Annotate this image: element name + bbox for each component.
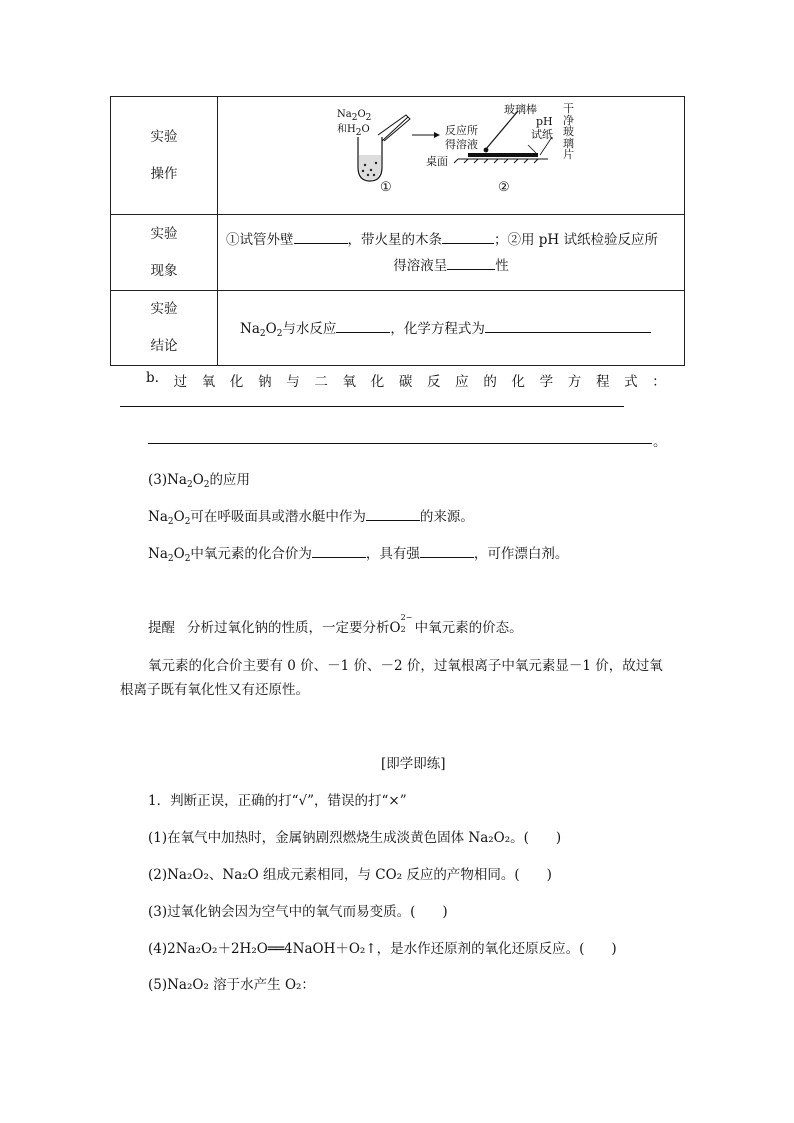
label-text: 实验 [150, 225, 178, 242]
phenomenon-text: ①试管外壁 [226, 231, 294, 248]
phenomenon-text: ；②用 pH 试纸检验反应所 [494, 231, 658, 248]
conclusion-cell [218, 291, 685, 366]
question-1-item: (3)过氧化钠会因为空气中的氧气而易变质。( ) [148, 904, 448, 920]
question-1-item: (5)Na₂O₂ 溶于水产生 O₂： [148, 977, 315, 993]
experiment-figure-cell [218, 97, 685, 215]
tip-line: 提醒 分析过氧化钠的性质，一定要分析O 2− 2 中氧元素的价态。 [148, 613, 523, 636]
answer-blank[interactable] [366, 508, 420, 521]
section-3-heading: $(3)Na_2O_2$的应用 [148, 472, 251, 490]
question-1-item: (4)2Na₂O₂＋2H₂O══4NaOH＋O₂↑，是水作还原剂的氧化还原反应。( ) [148, 941, 617, 957]
answer-line[interactable] [120, 406, 624, 407]
label-text: 结论 [150, 338, 178, 354]
subscript: 2 [259, 329, 266, 339]
answer-blank[interactable] [485, 320, 651, 333]
answer-blank[interactable] [420, 545, 474, 558]
label-text: 现象 [150, 262, 178, 279]
question-1-item: (2)Na₂O₂、Na₂O 组成元素相同，与 CO₂ 反应的产物相同。( ) [148, 867, 552, 883]
use-line-2: $Na_2O_2$中氧元素的化合价为 ，具有强 ，可作漂白剂。 [148, 546, 569, 564]
tip-detail-line-1: 氧元素的化合价主要有 0 价、－1 价、－2 价，过氧根离子中氧元素显－1 价，故过氧 [148, 658, 663, 674]
experiment-apparatus-figure [218, 97, 684, 214]
phenomenon-text: ，带火星的木条 [347, 231, 442, 248]
label-text: 实验 [150, 301, 178, 317]
ph-label: pH 试纸 [531, 115, 553, 141]
glass-rod-icon [484, 111, 518, 152]
step-1-label: ① [380, 180, 392, 195]
question-1-item: (1)在氧气中加热时，金属钠剧烈燃烧生成淡黄色固体 Na₂O₂。( ) [148, 830, 562, 846]
conclusion-text: Na [240, 321, 260, 337]
phenomenon-text: 性 [495, 257, 509, 274]
row-label-conclusion [111, 291, 218, 366]
conclusion-text: 与水反应 [282, 321, 337, 337]
row-label-phenomenon [111, 215, 218, 291]
phenomenon-cell [218, 215, 685, 291]
rod-label: 玻璃棒 [504, 103, 537, 116]
answer-blank[interactable] [336, 320, 390, 333]
answer-blank[interactable] [294, 231, 348, 244]
period: 。 [653, 434, 667, 450]
row-label-operation [111, 97, 218, 215]
answer-blank[interactable] [442, 231, 494, 244]
step-2-label: ② [498, 180, 510, 195]
label-text: 实验 [150, 128, 178, 145]
experiment-table [110, 96, 685, 366]
answer-blank[interactable] [447, 257, 495, 270]
practice-title: [即学即练] [381, 756, 446, 772]
tip-label: 提醒 [148, 620, 175, 636]
question-b-line: b. 过 氧 化 钠 与 二 氧 化 碳 反 应 的 化 学 方 程 式 ： [146, 370, 666, 390]
use-line-1: $Na_2O_2$可在呼吸面具或潜水艇中作为 的来源。 [148, 509, 474, 527]
clean-glass-label: 干 净 玻 璃 片 [563, 102, 574, 161]
conclusion-text: ，化学方程式为 [390, 321, 485, 337]
solution-label: 反应所 得溶液 [445, 124, 478, 151]
question-1: 1．判断正误，正确的打“√”，错误的打“×” [148, 793, 407, 809]
arrow-icon [412, 132, 440, 138]
answer-blank[interactable] [312, 545, 366, 558]
reagent-label: $Na_2O_2$ 和$H_2O$ [337, 109, 372, 138]
phenomenon-text: 得溶液呈 [393, 257, 448, 274]
conclusion-text: O [265, 321, 277, 337]
tip-detail-line-2: 根离子既有氧化性又有还原性。 [120, 682, 309, 698]
answer-line[interactable] [148, 443, 652, 444]
subscript: 2 [276, 329, 283, 339]
label-text: 操作 [150, 165, 178, 182]
desk-label: 桌面 [426, 155, 448, 168]
